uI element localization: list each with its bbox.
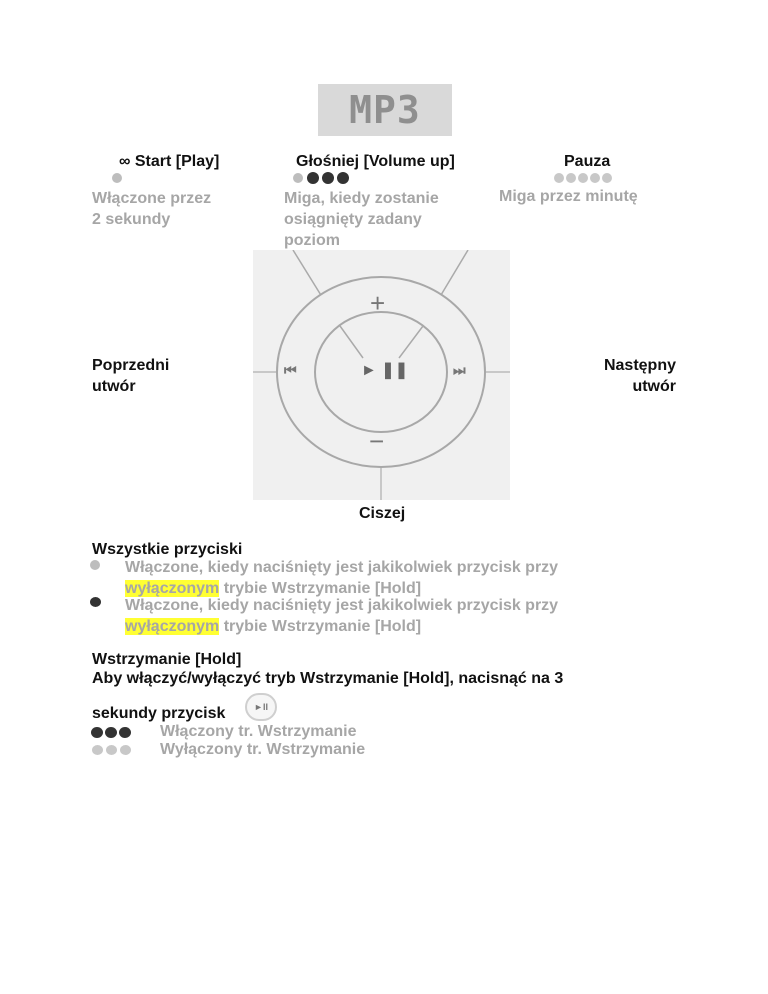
volume-up-button[interactable]: +: [370, 288, 386, 318]
control-pad-image: [253, 250, 510, 500]
volume-up-desc-line2: osiągnięty zadany: [284, 211, 422, 228]
previous-track-button[interactable]: ⏮: [284, 362, 297, 378]
logo-text: MP3: [349, 88, 421, 132]
hold-on-label: Włączony tr. Wstrzymanie: [160, 723, 357, 740]
item-1-highlight: wyłączonym: [125, 580, 220, 597]
all-buttons-heading: Wszystkie przyciski: [92, 541, 243, 558]
next-label-line1: Następny: [603, 357, 676, 374]
play-pause-icon-symbol: ►II: [254, 702, 268, 712]
indicator-light-icon: [90, 560, 100, 570]
start-desc-line1: Włączone przez: [92, 190, 212, 207]
next-track-label: [590, 355, 676, 397]
volume-up-desc-line1: Miga, kiedy zostanie: [284, 190, 439, 207]
volume-up-desc-line3: poziom: [284, 232, 340, 249]
hold-off-label: Wyłączony tr. Wstrzymanie: [160, 741, 366, 758]
start-desc-line2: 2 sekundy: [92, 211, 171, 228]
play-pause-icon: [245, 693, 277, 721]
item-1-line1: Włączone, kiedy naciśnięty jest jakikolwiek przycisk przy: [125, 559, 559, 576]
start-indicator-icon: [112, 173, 122, 183]
all-buttons-item-1: [125, 557, 558, 599]
volume-up-description: [284, 188, 439, 251]
item-2-line2: [125, 616, 558, 637]
all-buttons-item-2: [125, 595, 558, 637]
indicator-dark-icon: [90, 597, 101, 607]
item-2-line2-rest: trybie Wstrzymanie [Hold]: [219, 618, 422, 635]
hold-instruction-line2: sekundy przycisk: [92, 705, 226, 722]
volume-down-button[interactable]: −: [369, 426, 385, 456]
volume-down-label: Ciszej: [359, 505, 406, 522]
play-pause-button[interactable]: ► ❚❚: [361, 362, 409, 379]
next-label-line2: utwór: [632, 378, 676, 395]
previous-label-line2: utwór: [92, 378, 136, 395]
start-description: [92, 188, 211, 230]
volume-up-title: Głośniej [Volume up]: [296, 153, 455, 170]
pause-description: Miga przez minutę: [499, 188, 638, 205]
pause-title: Pauza: [564, 153, 611, 170]
hold-heading: Wstrzymanie [Hold]: [92, 651, 242, 668]
previous-track-label: [92, 355, 169, 397]
item-2-highlight: wyłączonym: [125, 618, 220, 635]
item-1-line2-rest: trybie Wstrzymanie [Hold]: [219, 580, 422, 597]
next-track-button[interactable]: ⏭: [453, 362, 466, 378]
mp3-logo: [318, 84, 452, 136]
start-title: ∞ Start [Play]: [119, 153, 220, 170]
hold-instruction-line1: Aby włączyć/wyłączyć tryb Wstrzymanie [Hold], nacisnąć na 3: [92, 670, 564, 687]
previous-label-line1: Poprzedni: [92, 357, 170, 374]
item-2-line1: Włączone, kiedy naciśnięty jest jakikolwiek przycisk przy: [125, 597, 559, 614]
